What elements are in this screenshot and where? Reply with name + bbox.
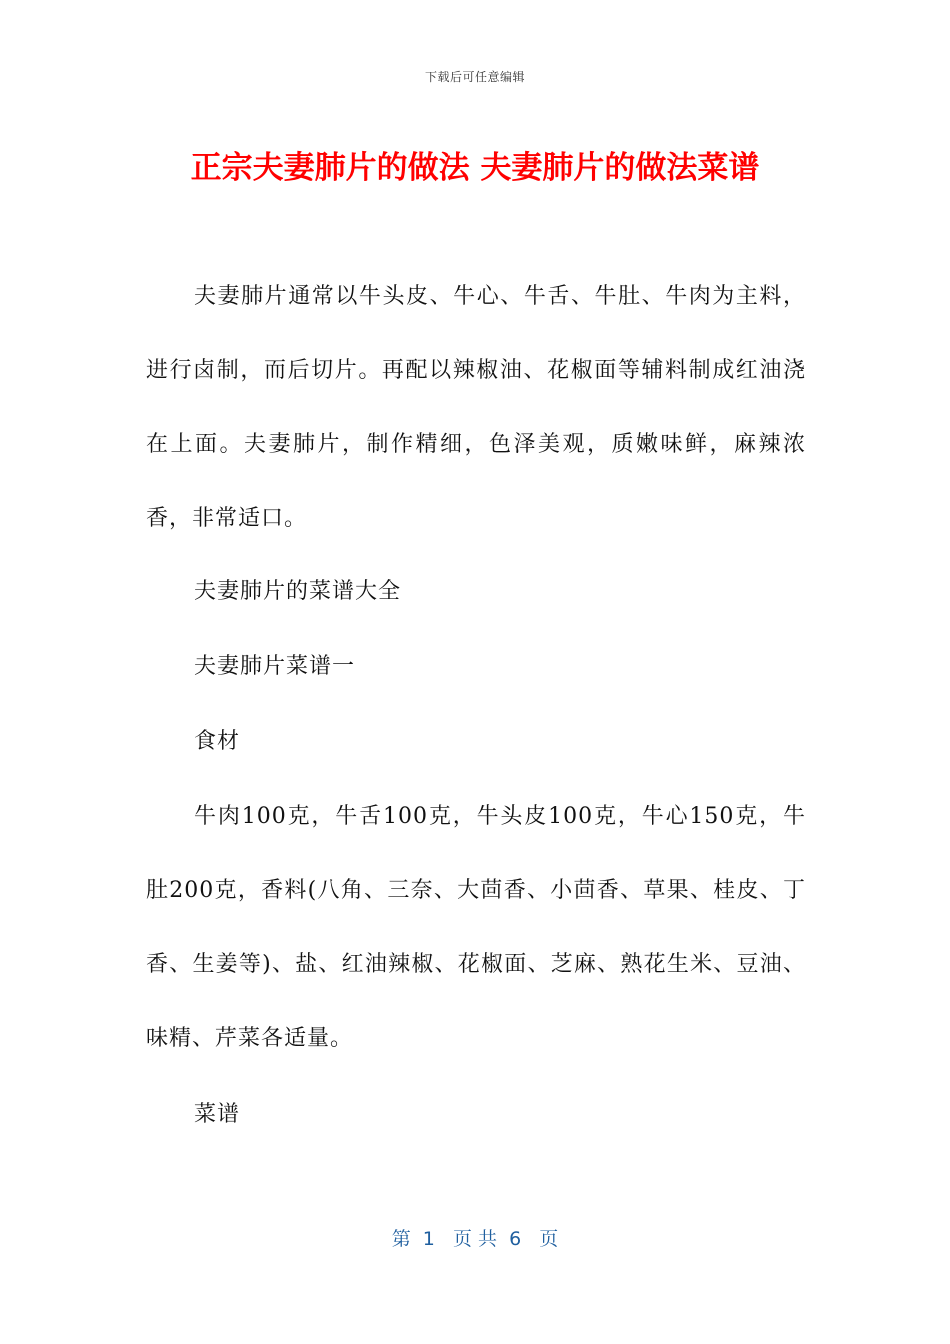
- paragraph-recipe-heading: 菜谱: [194, 1102, 241, 1127]
- paragraph-ingredients-heading: 食材: [194, 729, 241, 754]
- paragraph-intro: 夫妻肺片通常以牛头皮、牛心、牛舌、牛肚、牛肉为主料，进行卤制，而后切片。再配以辣椒油、花椒面等辅料制成红油浇在上面。夫妻肺片，制作精细，色泽美观，质嫩味鲜，麻辣浓香，非常适口。: [146, 284, 806, 531]
- page-number-footer: 第 1 页 共 6 页: [391, 1228, 559, 1250]
- paragraph-ingredients-list: 牛肉100克，牛舌100克，牛头皮100克，牛心150克，牛肚200克，香料(八角、三奈、大茴香、小茴香、草果、桂皮、丁香、生姜等)、盐、红油辣椒、花椒面、芝麻、熟花生米、豆油、味精、芹菜各适量。: [146, 804, 806, 1051]
- paragraph-recipe-one-heading: 夫妻肺片菜谱一: [194, 654, 356, 679]
- document-title: 正宗夫妻肺片的做法 夫妻肺片的做法菜谱: [190, 150, 760, 186]
- paragraph-recipe-collection-heading: 夫妻肺片的菜谱大全: [194, 579, 402, 604]
- header-note: 下载后可任意编辑: [424, 70, 525, 84]
